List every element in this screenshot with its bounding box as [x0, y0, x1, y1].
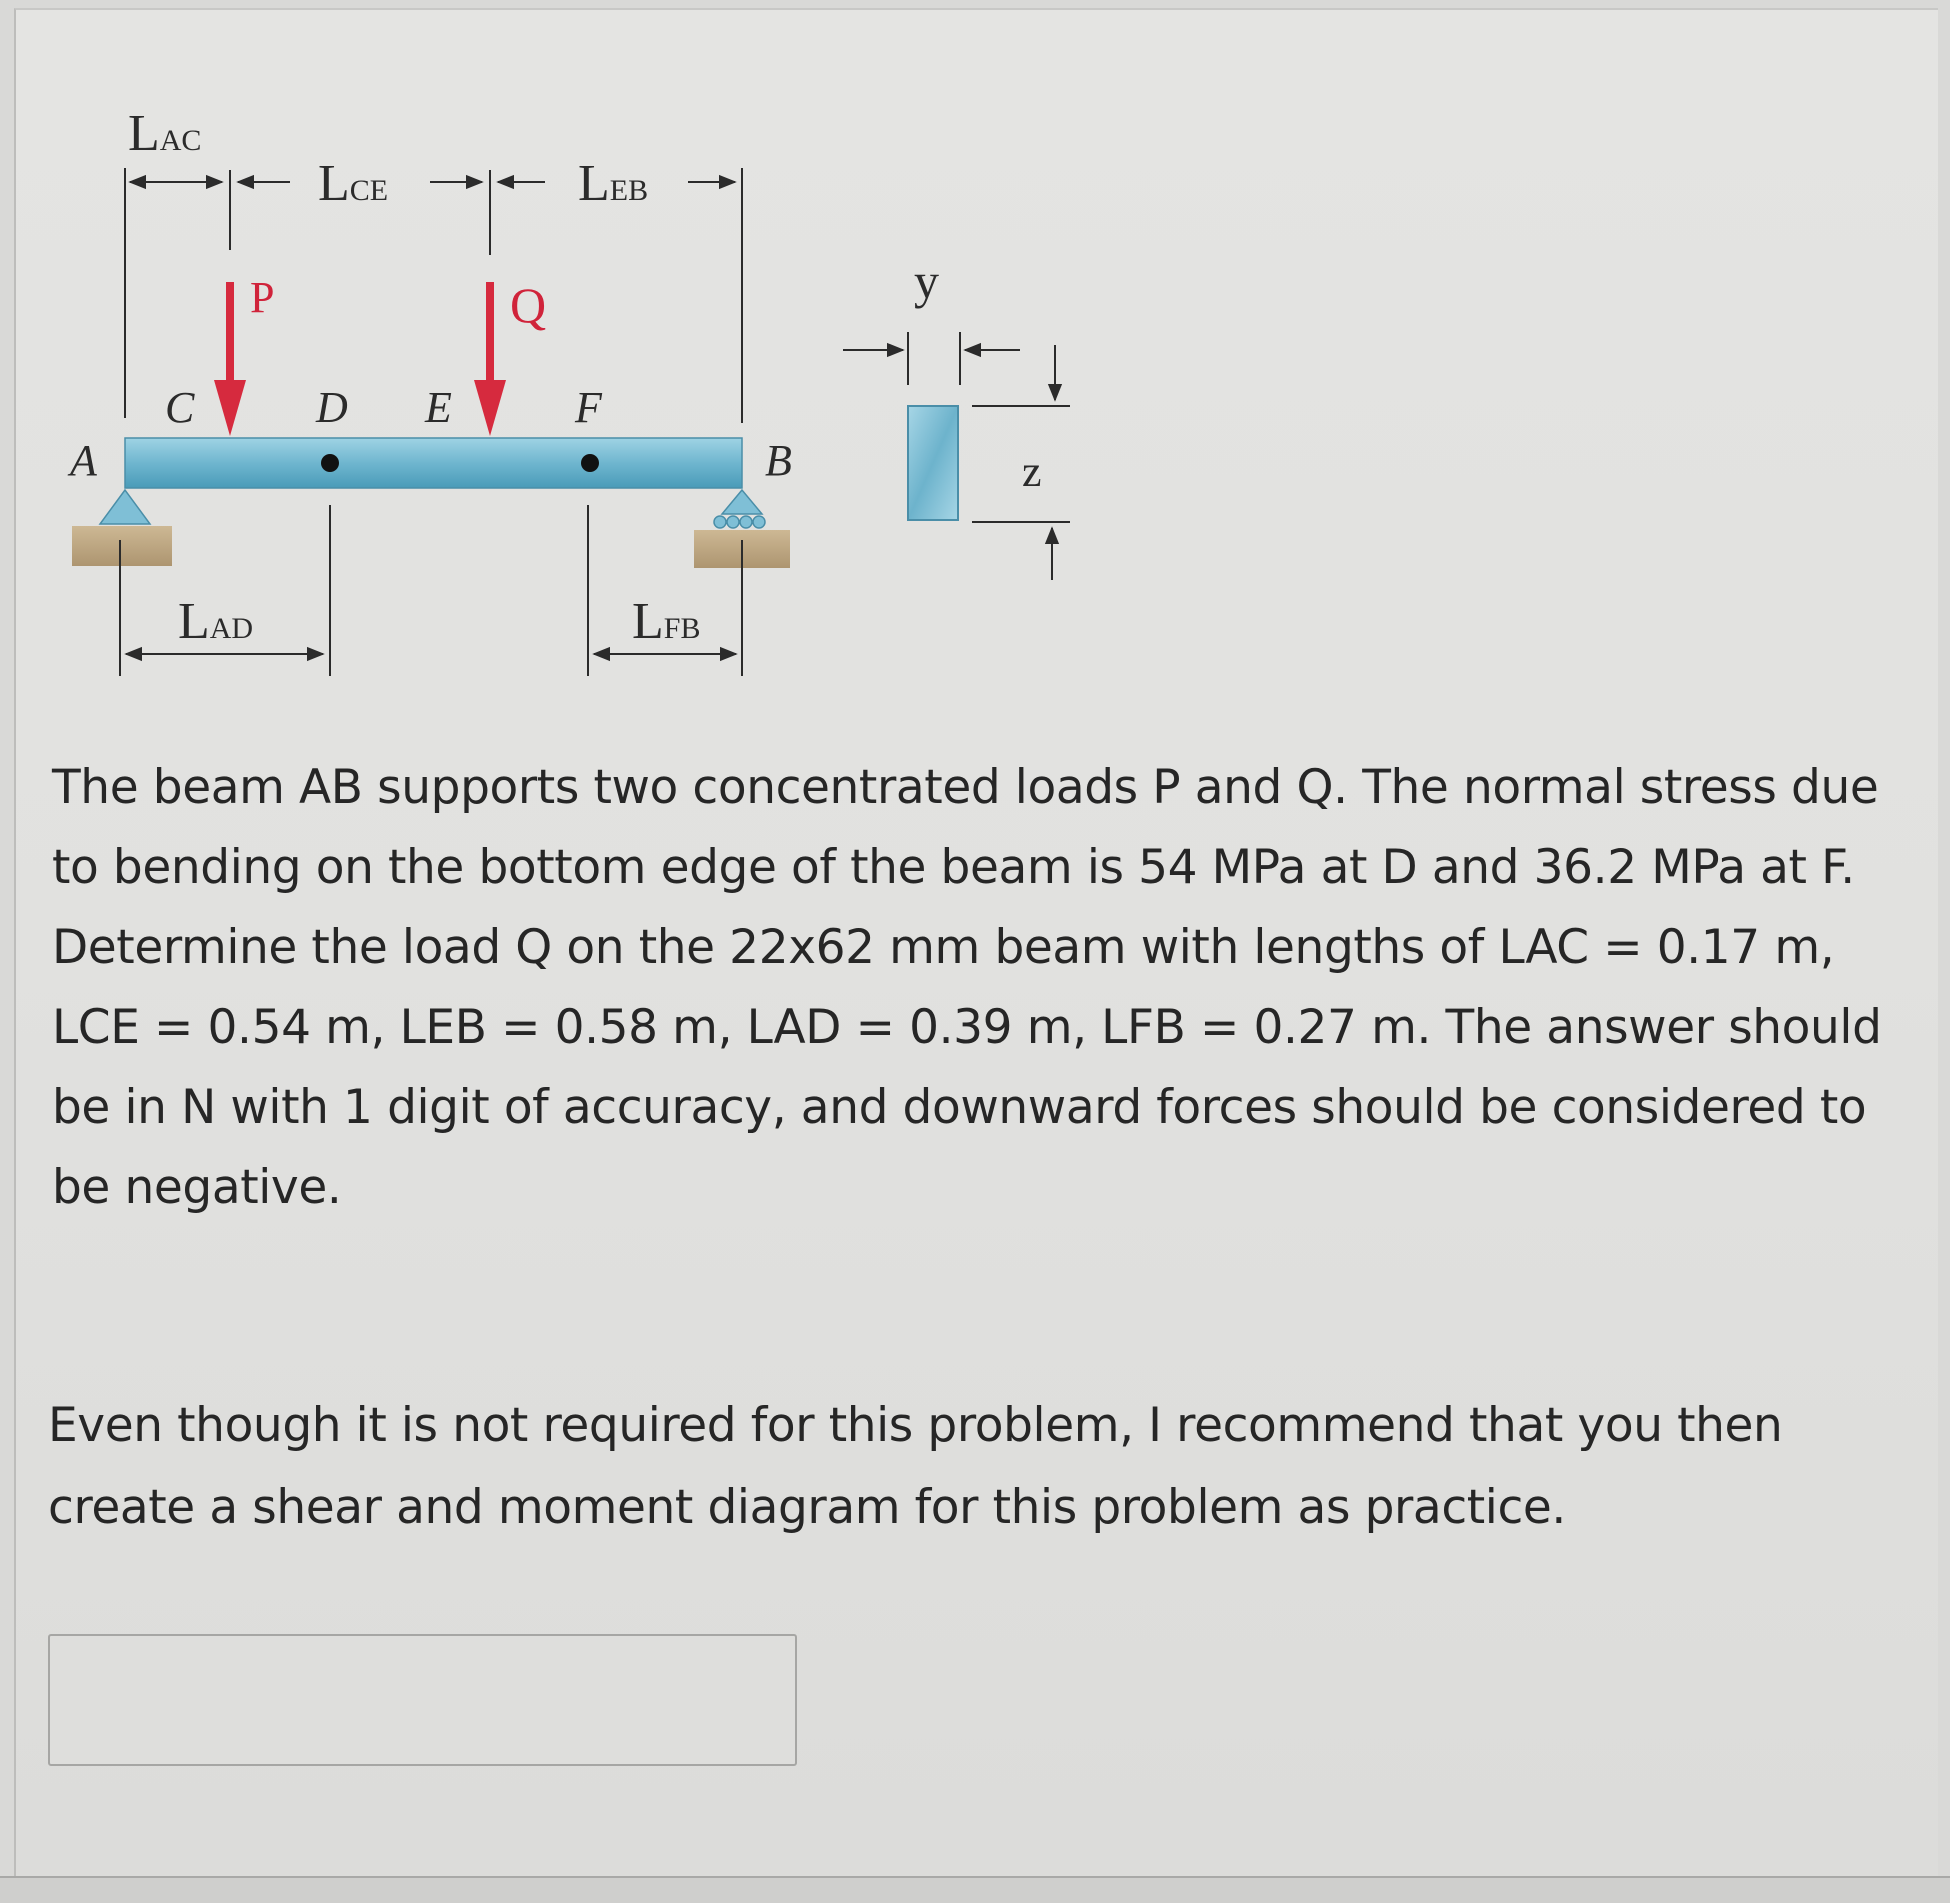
roller-4 [753, 516, 765, 528]
roller-support-b [722, 490, 762, 514]
load-q-arrow-shaft [486, 282, 494, 382]
pin-support-a [100, 490, 150, 524]
roller-3 [740, 516, 752, 528]
problem-line: to bending on the bottom edge of the beam is 54 MPa at D and 36.2 MPa at F. [52, 840, 1855, 895]
beam-cross-section [908, 406, 958, 520]
problem-statement [52, 748, 1892, 1228]
recommendation-line: Even though it is not required for this problem, I recommend that you then [48, 1398, 1783, 1453]
beam-ab [125, 438, 742, 488]
problem-line: Determine the load Q on the 22x62 mm beam with lengths of LAC = 0.17 m, [52, 920, 1835, 975]
problem-line: be in N with 1 digit of accuracy, and downward forces should be considered to [52, 1080, 1867, 1135]
axis-z-label: z [1022, 447, 1042, 496]
point-d-marker [321, 454, 339, 472]
load-p-arrow-head [214, 380, 246, 436]
point-d-label: D [316, 383, 348, 432]
ground-a [72, 526, 172, 566]
problem-line: LCE = 0.54 m, LEB = 0.58 m, LAD = 0.39 m, LFB = 0.27 m. The answer should [52, 1000, 1882, 1055]
lad-label: LAD [178, 593, 254, 650]
point-b-label: B [765, 436, 792, 485]
load-q-arrow-head [474, 380, 506, 436]
lfb-label: LFB [632, 593, 701, 650]
point-a-label: A [70, 436, 97, 485]
answer-input[interactable] [48, 1634, 797, 1766]
load-q-label: Q [510, 277, 547, 333]
lac-label: LAC [128, 105, 202, 162]
recommendation-text [48, 1385, 1888, 1549]
load-p-label: P [250, 273, 275, 322]
point-f-marker [581, 454, 599, 472]
roller-2 [727, 516, 739, 528]
bottom-divider [0, 1876, 1950, 1903]
leb-label: LEB [578, 155, 649, 212]
lce-label: LCE [318, 155, 389, 212]
recommendation-line: create a shear and moment diagram for this problem as practice. [48, 1480, 1566, 1535]
load-p-arrow-shaft [226, 282, 234, 382]
point-e-label: E [425, 383, 452, 432]
beam-diagram [0, 0, 1950, 720]
roller-1 [714, 516, 726, 528]
problem-line: be negative. [52, 1160, 342, 1215]
point-c-label: C [165, 383, 195, 432]
problem-line: The beam AB supports two concentrated loads P and Q. The normal stress due [52, 760, 1879, 815]
axis-y-label: y [914, 253, 939, 309]
point-f-label: F [575, 383, 602, 432]
